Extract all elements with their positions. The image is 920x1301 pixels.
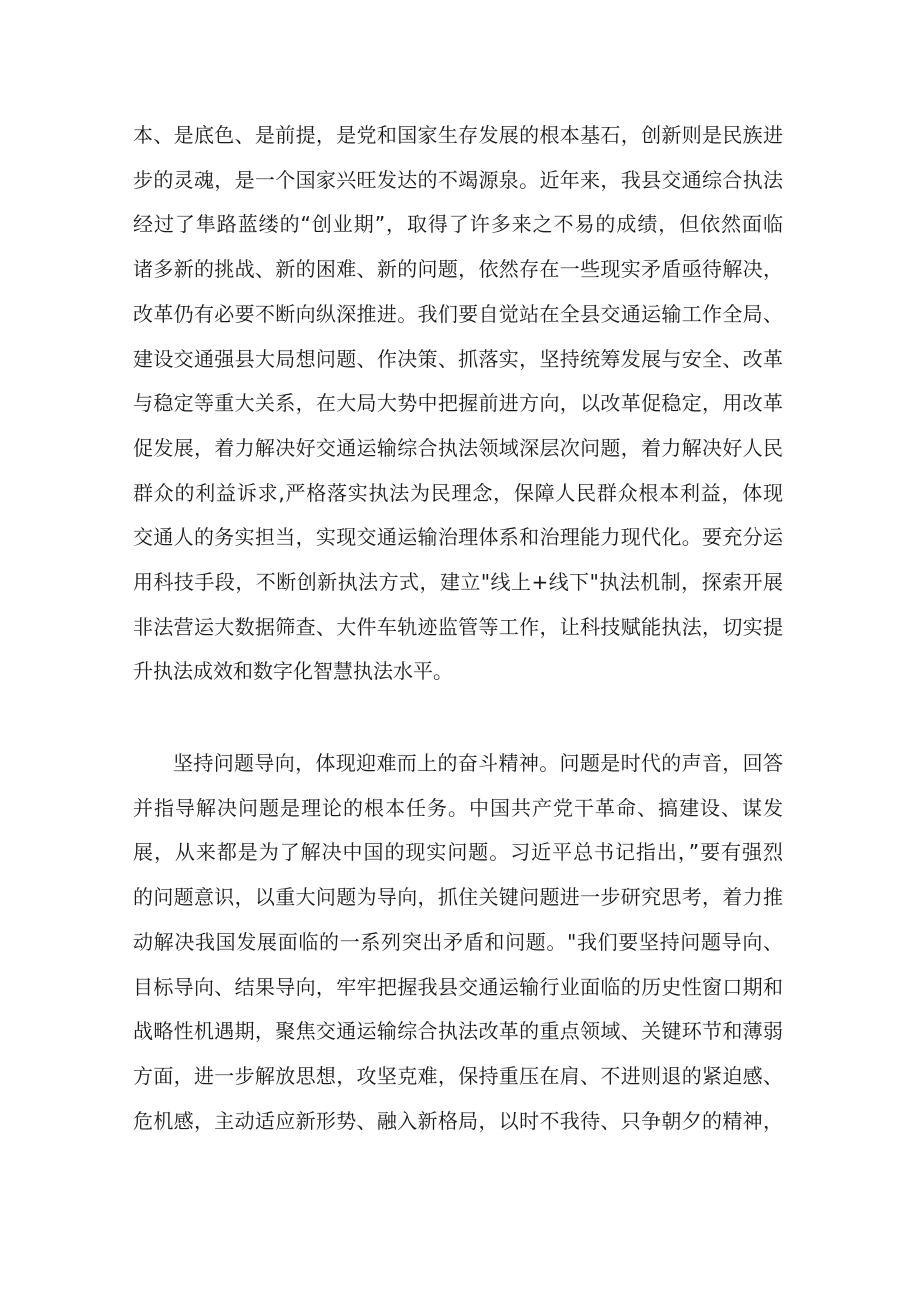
paragraph-2 bbox=[133, 741, 783, 1143]
paragraph-line: 非法营运大数据筛查、大件车轨迹监管等工作，让科技赋能执法，切实提 bbox=[133, 614, 783, 639]
paragraph-line: 步的灵魂，是一个国家兴旺发达的不竭源泉。近年来，我县交通综合执法 bbox=[133, 167, 783, 192]
paragraph-line: 促发展，着力解决好交通运输综合执法领域深层次问题，着力解决好人民 bbox=[133, 435, 783, 460]
paragraph-line: 目标导向、结果导向，牢牢把握我县交通运输行业面临的历史性窗口期和 bbox=[133, 974, 783, 999]
paragraph-line: 用科技手段，不断创新执法方式，建立"线上+线下"执法机制，探索开展 bbox=[133, 570, 783, 595]
paragraph-line: 动解决我国发展面临的一系列突出矛盾和问题。"我们要坚持问题导向、 bbox=[133, 929, 783, 954]
paragraph-line: 建设交通强县大局想问题、作决策、抓落实，坚持统筹发展与安全、改革 bbox=[133, 346, 783, 371]
paragraph-line: 经过了隼路蓝缕的“创业期”，取得了许多来之不易的成绩，但依然面临 bbox=[133, 212, 783, 237]
paragraph-line: 危机感，主动适应新形势、融入新格局，以时不我待、只争朝夕的精神， bbox=[133, 1108, 783, 1133]
paragraph-line: 群众的利益诉求,严格落实执法为民理念，保障人民群众根本利益，体现 bbox=[133, 480, 783, 505]
paragraph-line: 战略性机遇期，聚焦交通运输综合执法改革的重点领域、关键环节和薄弱 bbox=[133, 1019, 783, 1044]
paragraph-line: 的问题意识，以重大问题为导向，抓住关键问题进一步研究思考，着力推 bbox=[133, 885, 783, 910]
paragraph-line: 展，从来都是为了解决中国的现实问题。习近平总书记指出，”要有强烈 bbox=[133, 840, 783, 865]
paragraph-line: 与稳定等重大关系，在大局大势中把握前进方向，以改革促稳定，用改革 bbox=[133, 391, 783, 416]
paragraph-line: 诸多新的挑战、新的困难、新的问题，依然存在一些现实矛盾亟待解决， bbox=[133, 257, 783, 282]
paragraph-line: 方面，进一步解放思想，攻坚克难，保持重压在肩、不进则退的紧迫感、 bbox=[133, 1063, 783, 1088]
paragraph-line: 改革仍有必要不断向纵深推进。我们要自觉站在全县交通运输工作全局、 bbox=[133, 301, 783, 326]
paragraph-line: 并指导解决问题是理论的根本任务。中国共产党干革命、搞建设、谋发 bbox=[133, 795, 783, 820]
paragraph-line: 本、是底色、是前提，是党和国家生存发展的根本基石，创新则是民族进 bbox=[133, 123, 783, 147]
paragraph-line: 交通人的务实担当，实现交通运输治理体系和治理能力现代化。要充分运 bbox=[133, 525, 783, 550]
paragraph-1 bbox=[133, 113, 783, 694]
paragraph-line: 升执法成效和数字化智慧执法水平。 bbox=[133, 659, 453, 684]
paragraph-line: 坚持问题导向，体现迎难而上的奋斗精神。问题是时代的声音，回答 bbox=[173, 751, 783, 775]
